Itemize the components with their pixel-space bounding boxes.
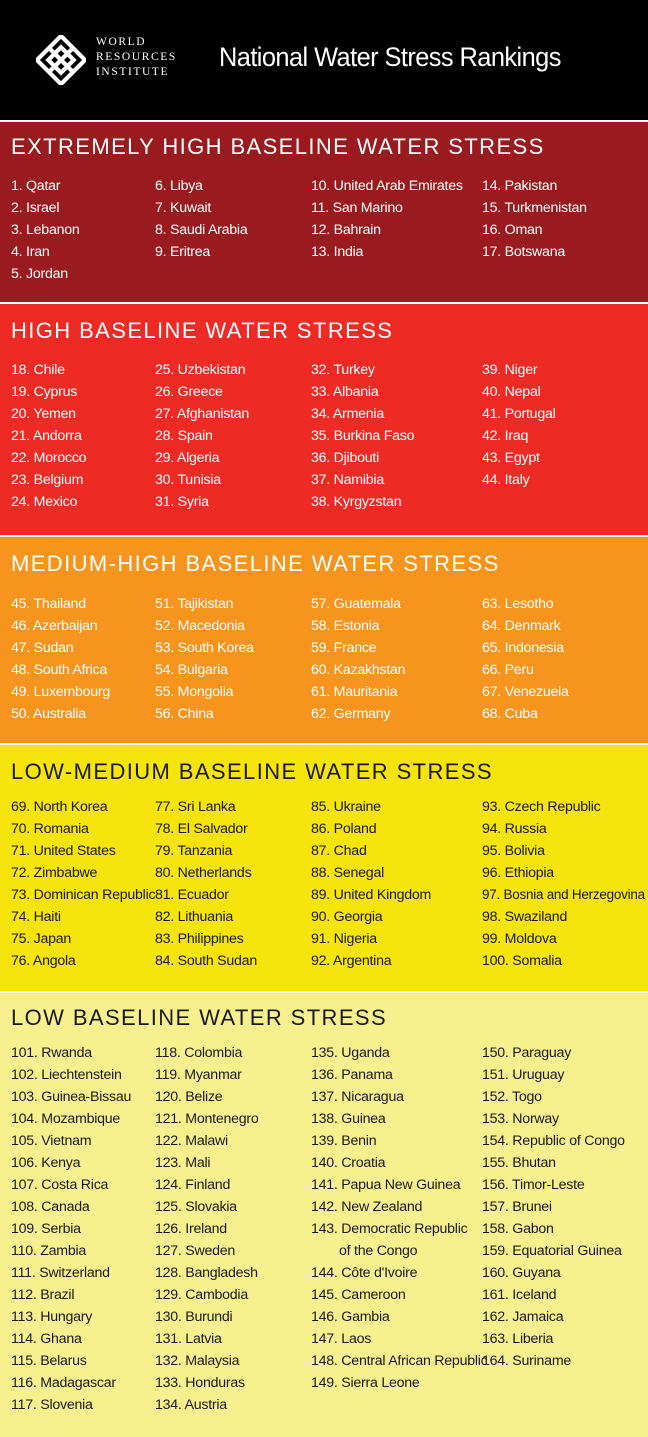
ranking-entry: 34. Armenia [311,406,384,422]
ranking-entry: 154. Republic of Congo [482,1133,625,1149]
ranking-entry: 143. Democratic Republic [311,1221,468,1237]
ranking-entry: 59. France [311,640,377,656]
ranking-entry: 61. Mauritania [311,684,398,700]
ranking-entry: 144. Côte d'Ivoire [311,1265,418,1281]
ranking-entry: 37. Namibia [311,472,384,488]
ranking-entry: 163. Liberia [482,1331,554,1347]
ranking-entry: 63. Lesotho [482,596,554,612]
ranking-entry: 87. Chad [311,843,367,859]
ranking-entry: 97. Bosnia and Herzegovina [482,887,645,903]
ranking-entry: 115. Belarus [11,1353,87,1369]
ranking-entry: 16. Oman [482,222,543,238]
ranking-entry: 152. Togo [482,1089,542,1105]
ranking-entry: 109. Serbia [11,1221,81,1237]
ranking-entry: 120. Belize [155,1089,223,1105]
ranking-entry: 32. Turkey [311,362,375,378]
ranking-entry: 30. Tunisia [155,472,221,488]
page-header [0,0,648,120]
ranking-entry: 75. Japan [11,931,72,947]
ranking-entry: 118. Colombia [155,1045,243,1061]
ranking-entry: 72. Zimbabwe [11,865,98,881]
ranking-entry: 23. Belgium [11,472,84,488]
page-title: National Water Stress Rankings [219,42,561,72]
ranking-entry: 26. Greece [155,384,223,400]
ranking-entry: 44. Italy [482,472,530,488]
ranking-entry: 114. Ghana [11,1331,82,1347]
ranking-entry: 126. Ireland [155,1221,227,1237]
ranking-entry: 110. Zambia [11,1243,87,1259]
wri-knot-icon [36,35,86,85]
ranking-entry: 135. Uganda [311,1045,390,1061]
ranking-entry: 111. Switzerland [11,1265,110,1281]
ranking-entry: 67. Venezuela [482,684,569,700]
ranking-entry: 141. Papua New Guinea [311,1177,461,1193]
wri-logo-text [96,35,177,80]
ranking-entry: 112. Brazil [11,1287,75,1303]
ranking-entry: 65. Indonesia [482,640,564,656]
ranking-entry: 137. Nicaragua [311,1089,404,1105]
ranking-entry: 28. Spain [155,428,213,444]
ranking-entry: 85. Ukraine [311,799,381,815]
ranking-entry: 39. Niger [482,362,538,378]
ranking-entry: 102. Liechtenstein [11,1067,122,1083]
ranking-entry: 121. Montenegro [155,1111,259,1127]
ranking-entry: 79. Tanzania [155,843,233,859]
ranking-entry: 33. Albania [311,384,379,400]
ranking-entry: 69. North Korea [11,799,108,815]
ranking-entry: 124. Finland [155,1177,231,1193]
logo-line: WORLD [96,36,147,48]
ranking-entry: 6. Libya [155,178,203,194]
section-high [0,302,648,535]
ranking-entry: 60. Kazakhstan [311,662,406,678]
ranking-entry: 18. Chile [11,362,65,378]
ranking-entry: 4. Iran [11,244,50,260]
ranking-entry: 125. Slovakia [155,1199,237,1215]
ranking-entry: 36. Djibouti [311,450,379,466]
ranking-entry: 38. Kyrgyzstan [311,494,402,510]
ranking-entry: 50. Australia [11,706,86,722]
ranking-entry: 164. Suriname [482,1353,572,1369]
ranking-entry: 99. Moldova [482,931,557,947]
ranking-entry: 140. Croatia [311,1155,386,1171]
ranking-entry: 106. Kenya [11,1155,81,1171]
ranking-entry: 8. Saudi Arabia [155,222,248,238]
ranking-entry: 129. Cambodia [155,1287,248,1303]
ranking-entry: 20. Yemen [11,406,76,422]
ranking-entry: 161. Iceland [482,1287,557,1303]
ranking-entry: 136. Panama [311,1067,393,1083]
ranking-entry: 17. Botswana [482,244,565,260]
ranking-entry: 2. Israel [11,200,60,216]
ranking-entry: 104. Mozambique [11,1111,121,1127]
ranking-entry: 93. Czech Republic [482,799,601,815]
ranking-entry: 70. Romania [11,821,89,837]
ranking-entry: 14. Pakistan [482,178,558,194]
ranking-entry: 98. Swaziland [482,909,568,925]
ranking-entry: 107. Costa Rica [11,1177,109,1193]
ranking-entry: 56. China [155,706,214,722]
section-low-medium [0,743,648,991]
ranking-entry: 101. Rwanda [11,1045,92,1061]
ranking-entry: 10. United Arab Emirates [311,178,463,194]
ranking-entry: 94. Russia [482,821,547,837]
ranking-entry: 130. Burundi [155,1309,233,1325]
ranking-entry: 146. Gambia [311,1309,390,1325]
ranking-entry: 82. Lithuania [155,909,234,925]
ranking-entry: 55. Mongolia [155,684,234,700]
ranking-entry: 158. Gabon [482,1221,554,1237]
ranking-entry: 134. Austria [155,1397,227,1413]
ranking-entry: 3. Lebanon [11,222,80,238]
ranking-entry: 13. India [311,244,364,260]
ranking-entry: 145. Cameroon [311,1287,406,1303]
ranking-entry: 148. Central African Republic [311,1353,488,1369]
ranking-entry: 19. Cyprus [11,384,78,400]
ranking-entry: 31. Syria [155,494,209,510]
ranking-entry: 62. Germany [311,706,391,722]
ranking-entry: 51. Tajikistan [155,596,234,612]
ranking-entry: 5. Jordan [11,266,68,282]
ranking-entry: 42. Iraq [482,428,529,444]
ranking-entry: 84. South Sudan [155,953,257,969]
section-title: HIGH BASELINE WATER STRESS [11,318,394,343]
ranking-entry: 12. Bahrain [311,222,381,238]
ranking-entry: 162. Jamaica [482,1309,564,1325]
ranking-entry: 90. Georgia [311,909,383,925]
ranking-entry: 139. Benin [311,1133,377,1149]
ranking-entry: 89. United Kingdom [311,887,432,903]
ranking-entry: 133. Honduras [155,1375,245,1391]
ranking-entry: 91. Nigeria [311,931,377,947]
ranking-entry: 64. Denmark [482,618,561,634]
section-extremely-high [0,120,648,302]
ranking-entry: 78. El Salvador [155,821,248,837]
section-title: LOW BASELINE WATER STRESS [11,1005,388,1030]
ranking-entry: 52. Macedonia [155,618,245,634]
ranking-entry: 83. Philippines [155,931,244,947]
ranking-entry: 45. Thailand [11,596,86,612]
ranking-entry: 119. Myanmar [155,1067,242,1083]
section-title: LOW-MEDIUM BASELINE WATER STRESS [11,759,494,784]
ranking-entry: 123. Mali [155,1155,211,1171]
ranking-entry: 108. Canada [11,1199,90,1215]
ranking-entry: 150. Paraguay [482,1045,572,1061]
ranking-entry: 29. Algeria [155,450,220,466]
ranking-entry: 113. Hungary [11,1309,93,1325]
ranking-entry: 54. Bulgaria [155,662,228,678]
ranking-entry: 77. Sri Lanka [155,799,236,815]
ranking-entry: 127. Sweden [155,1243,236,1259]
ranking-entry: 49. Luxembourg [11,684,111,700]
ranking-entry: 117. Slovenia [11,1397,93,1413]
ranking-entry: of the Congo [339,1243,418,1259]
ranking-entry: 53. South Korea [155,640,254,656]
ranking-entry: 88. Senegal [311,865,384,881]
section-low [0,991,648,1437]
section-medium-high [0,535,648,743]
ranking-entry: 58. Estonia [311,618,380,634]
ranking-entry: 11. San Marino [311,200,403,216]
ranking-entry: 156. Timor-Leste [482,1177,585,1193]
ranking-entry: 57. Guatemala [311,596,401,612]
ranking-entry: 68. Cuba [482,706,538,722]
ranking-entry: 116. Madagascar [11,1375,116,1391]
ranking-entry: 41. Portugal [482,406,556,422]
ranking-entry: 46. Azerbaijan [11,618,98,634]
ranking-entry: 105. Vietnam [11,1133,92,1149]
ranking-entry: 122. Malawi [155,1133,228,1149]
ranking-entry: 24. Mexico [11,494,78,510]
ranking-entry: 138. Guinea [311,1111,386,1127]
ranking-entry: 151. Uruguay [482,1067,565,1083]
ranking-entry: 142. New Zealand [311,1199,423,1215]
ranking-entry: 128. Bangladesh [155,1265,258,1281]
ranking-entry: 157. Brunei [482,1199,552,1215]
ranking-entry: 103. Guinea-Bissau [11,1089,132,1105]
ranking-entry: 132. Malaysia [155,1353,240,1369]
logo-line: RESOURCES [96,51,177,63]
ranking-entry: 40. Nepal [482,384,541,400]
ranking-entry: 159. Equatorial Guinea [482,1243,622,1259]
ranking-entry: 86. Poland [311,821,377,837]
ranking-entry: 71. United States [11,843,116,859]
ranking-entry: 155. Bhutan [482,1155,556,1171]
ranking-entry: 100. Somalia [482,953,562,969]
ranking-entry: 21. Andorra [11,428,82,444]
ranking-entry: 73. Dominican Republic [11,887,156,903]
section-title: MEDIUM-HIGH BASELINE WATER STRESS [11,551,500,576]
ranking-entry: 27. Afghanistan [155,406,250,422]
ranking-entry: 76. Angola [11,953,76,969]
ranking-entry: 92. Argentina [311,953,392,969]
ranking-entry: 25. Uzbekistan [155,362,246,378]
ranking-entry: 149. Sierra Leone [311,1375,420,1391]
ranking-entry: 80. Netherlands [155,865,252,881]
ranking-entry: 48. South Africa [11,662,108,678]
ranking-entry: 43. Egypt [482,450,540,466]
ranking-entry: 96. Ethiopia [482,865,554,881]
ranking-entry: 66. Peru [482,662,534,678]
ranking-entry: 160. Guyana [482,1265,561,1281]
ranking-entry: 47. Sudan [11,640,74,656]
ranking-entry: 131. Latvia [155,1331,222,1347]
ranking-entry: 147. Laos [311,1331,372,1347]
ranking-entry: 9. Eritrea [155,244,211,260]
ranking-entry: 22. Morocco [11,450,87,466]
section-title: EXTREMELY HIGH BASELINE WATER STRESS [11,134,545,159]
ranking-entry: 74. Haiti [11,909,61,925]
ranking-entry: 153. Norway [482,1111,559,1127]
ranking-entry: 1. Qatar [11,178,61,194]
logo-line: INSTITUTE [96,66,170,78]
ranking-entry: 95. Bolivia [482,843,545,859]
ranking-entry: 81. Ecuador [155,887,229,903]
ranking-entry: 15. Turkmenistan [482,200,587,216]
ranking-entry: 7. Kuwait [155,200,212,216]
ranking-entry: 35. Burkina Faso [311,428,415,444]
